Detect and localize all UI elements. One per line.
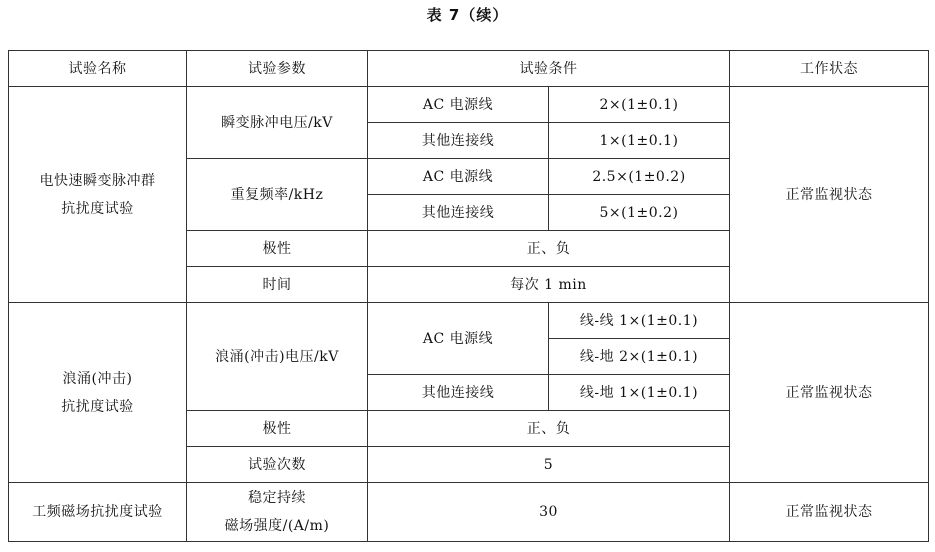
eft-voltage-other-line: 其他连接线 bbox=[368, 123, 549, 159]
table-row bbox=[9, 483, 929, 542]
table-row bbox=[9, 303, 929, 339]
eft-name-line1: 电快速瞬变脉冲群 bbox=[39, 172, 156, 189]
magnetic-work-status: 正常监视状态 bbox=[730, 483, 929, 542]
surge-test-name bbox=[9, 303, 187, 483]
eft-voltage-ac-line: AC 电源线 bbox=[368, 87, 549, 123]
eft-voltage-label: 瞬变脉冲电压/kV bbox=[187, 87, 368, 159]
magnetic-param-line1: 稳定持续 bbox=[248, 490, 306, 506]
magnetic-param-line2: 磁场强度/(A/m) bbox=[224, 518, 330, 534]
eft-time-value: 每次 1 min bbox=[368, 267, 730, 303]
eft-polarity-value: 正、负 bbox=[368, 231, 730, 267]
header-work-status: 工作状态 bbox=[730, 51, 929, 87]
surge-name-line2: 抗扰度试验 bbox=[61, 398, 134, 415]
table-caption: 表 7（续） bbox=[426, 6, 509, 24]
eft-freq-other-line: 其他连接线 bbox=[368, 195, 549, 231]
eft-time-label: 时间 bbox=[187, 267, 368, 303]
eft-freq-other-value: 5×(1±0.2) bbox=[549, 195, 730, 231]
eft-polarity-label: 极性 bbox=[187, 231, 368, 267]
magnetic-test-name: 工频磁场抗扰度试验 bbox=[9, 483, 187, 542]
eft-frequency-label: 重复频率/kHz bbox=[187, 159, 368, 231]
magnetic-value: 30 bbox=[368, 483, 730, 542]
surge-polarity-label: 极性 bbox=[187, 411, 368, 447]
surge-ac-value-1: 线-线 1×(1±0.1) bbox=[549, 303, 730, 339]
surge-other-value: 线-地 1×(1±0.1) bbox=[549, 375, 730, 411]
eft-freq-ac-value: 2.5×(1±0.2) bbox=[549, 159, 730, 195]
header-test-params: 试验参数 bbox=[187, 51, 368, 87]
surge-voltage-label: 浪涌(冲击)电压/kV bbox=[187, 303, 368, 411]
eft-test-name bbox=[9, 87, 187, 303]
surge-count-value: 5 bbox=[368, 447, 730, 483]
eft-name-line2: 抗扰度试验 bbox=[61, 200, 134, 217]
surge-ac-line: AC 电源线 bbox=[368, 303, 549, 375]
header-row bbox=[9, 51, 929, 87]
magnetic-param bbox=[187, 483, 368, 542]
surge-ac-value-2: 线-地 2×(1±0.1) bbox=[549, 339, 730, 375]
eft-work-status: 正常监视状态 bbox=[730, 87, 929, 303]
surge-polarity-value: 正、负 bbox=[368, 411, 730, 447]
header-test-conditions: 试验条件 bbox=[368, 51, 730, 87]
eft-voltage-other-value: 1×(1±0.1) bbox=[549, 123, 730, 159]
surge-count-label: 试验次数 bbox=[187, 447, 368, 483]
eft-voltage-ac-value: 2×(1±0.1) bbox=[549, 87, 730, 123]
surge-other-line: 其他连接线 bbox=[368, 375, 549, 411]
eft-freq-ac-line: AC 电源线 bbox=[368, 159, 549, 195]
surge-work-status: 正常监视状态 bbox=[730, 303, 929, 483]
surge-name-line1: 浪涌(冲击) bbox=[62, 370, 133, 387]
table-row bbox=[9, 87, 929, 123]
emc-test-table bbox=[8, 50, 929, 542]
header-test-name: 试验名称 bbox=[9, 51, 187, 87]
